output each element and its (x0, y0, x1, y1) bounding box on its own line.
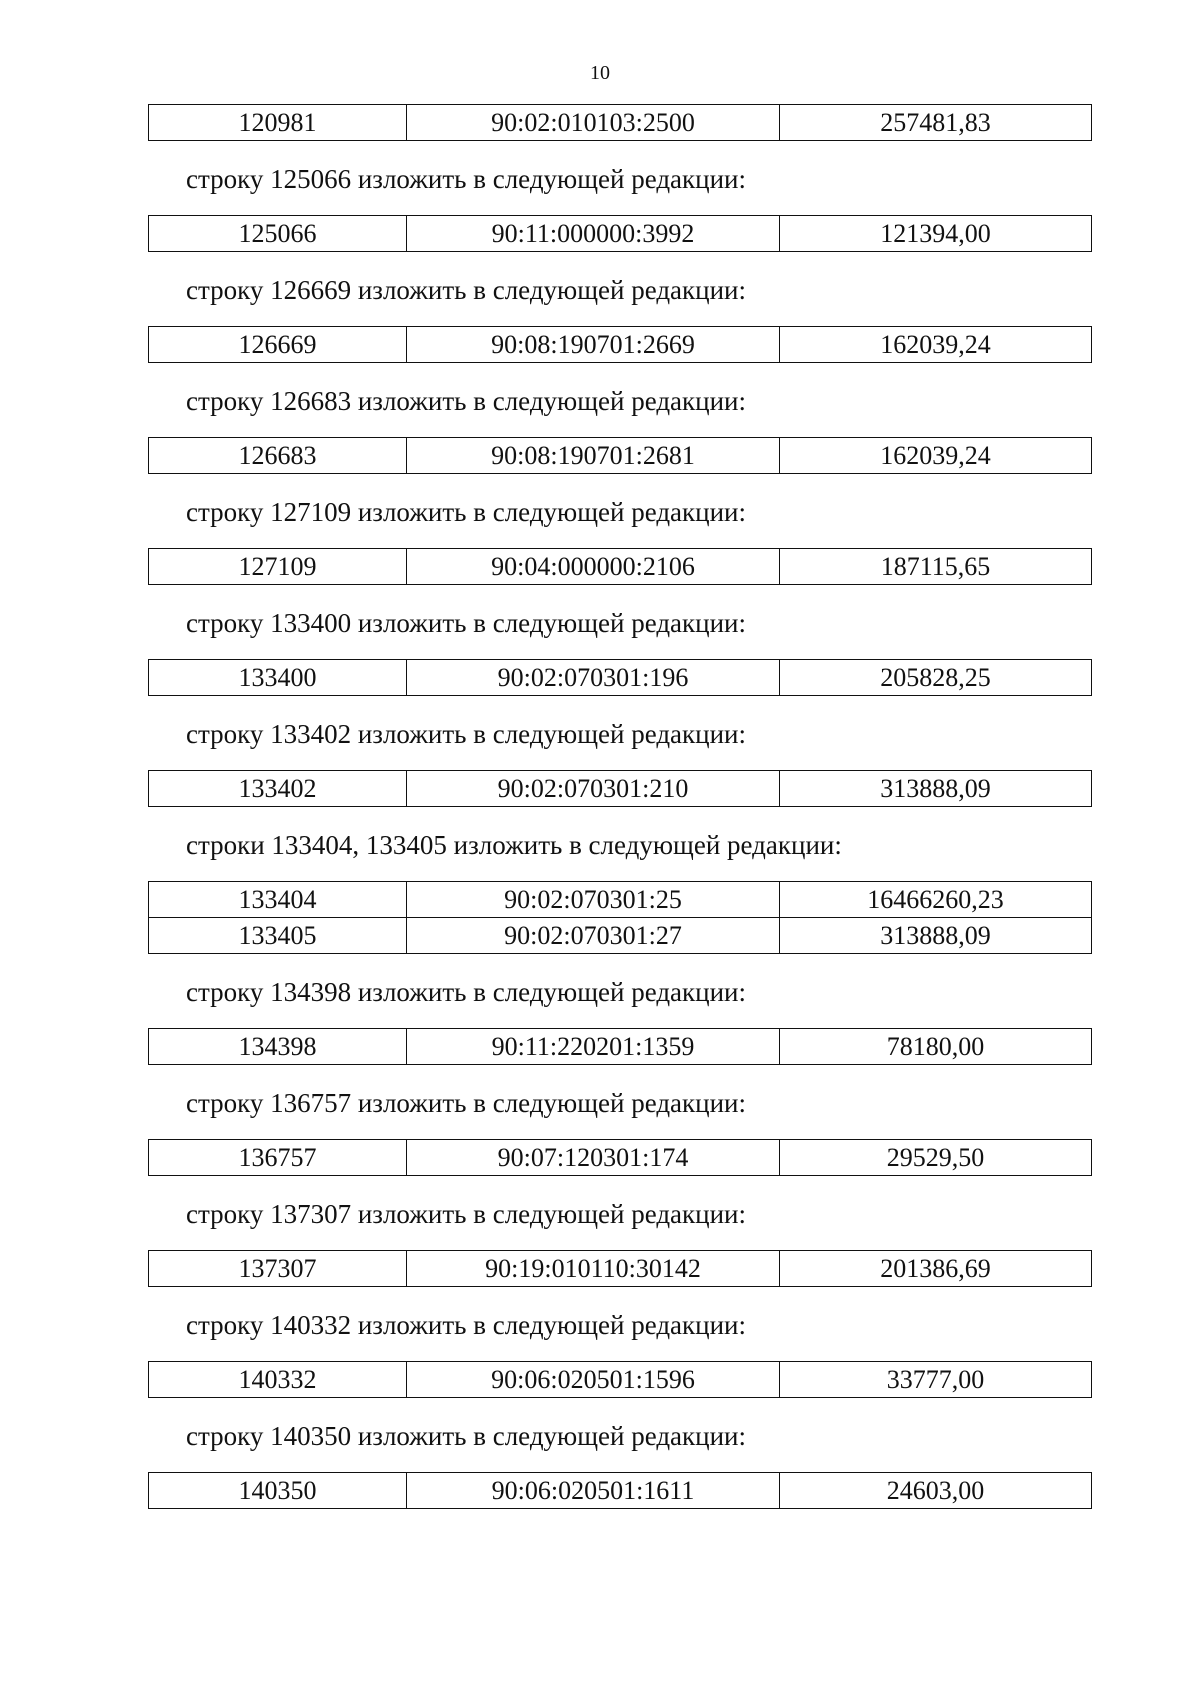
table-row (149, 918, 1092, 954)
cadastral-number-cell: 90:02:070301:196 (407, 660, 780, 696)
amendment-table (148, 326, 1092, 363)
instruction-text: строку 137307 изложить в следующей редакции: (186, 1199, 747, 1229)
amendment-table (148, 1250, 1092, 1287)
cadastral-number-cell: 90:07:120301:174 (407, 1140, 780, 1176)
document-body (148, 104, 1090, 1509)
value-cell: 162039,24 (780, 327, 1092, 363)
value-cell: 33777,00 (780, 1362, 1092, 1398)
table-row (149, 660, 1092, 696)
cadastral-number-cell: 90:06:020501:1596 (407, 1362, 780, 1398)
table-row (149, 105, 1092, 141)
row-number-cell: 136757 (149, 1140, 407, 1176)
amendment-block (148, 607, 1090, 696)
amendment-table (148, 1472, 1092, 1509)
instruction-text: строку 136757 изложить в следующей редакции: (186, 1088, 747, 1118)
table-row (149, 438, 1092, 474)
first-table (148, 104, 1092, 141)
table-row (149, 771, 1092, 807)
table-row (149, 216, 1092, 252)
row-number-cell: 140350 (149, 1473, 407, 1509)
value-cell: 24603,00 (780, 1473, 1092, 1509)
amendment-block (148, 1087, 1090, 1176)
amendment-block (148, 829, 1090, 954)
amendment-block (148, 163, 1090, 252)
table-row (149, 1029, 1092, 1065)
page-number: 10 (590, 62, 610, 84)
amendment-table (148, 1139, 1092, 1176)
cadastral-number-cell: 90:19:010110:30142 (407, 1251, 780, 1287)
value-cell: 187115,65 (780, 549, 1092, 585)
table-row (149, 1362, 1092, 1398)
value-cell: 257481,83 (780, 105, 1092, 141)
instruction-text: строку 140332 изложить в следующей редакции: (186, 1310, 747, 1340)
amendment-table (148, 881, 1092, 954)
instruction-text: строку 125066 изложить в следующей редакции: (186, 164, 747, 194)
instruction-text: строку 140350 изложить в следующей редакции: (186, 1421, 747, 1451)
cadastral-number-cell: 90:08:190701:2681 (407, 438, 780, 474)
table-row (149, 1251, 1092, 1287)
instruction-text: строку 126683 изложить в следующей редакции: (186, 386, 747, 416)
amendment-block (148, 1198, 1090, 1287)
table-row (149, 1140, 1092, 1176)
row-number-cell: 133402 (149, 771, 407, 807)
table-row (149, 549, 1092, 585)
amendment-table (148, 215, 1092, 252)
cadastral-number-cell: 90:04:000000:2106 (407, 549, 780, 585)
value-cell: 121394,00 (780, 216, 1092, 252)
amendment-block (148, 385, 1090, 474)
instruction-text: строку 126669 изложить в следующей редакции: (186, 275, 747, 305)
instruction-text: строку 133400 изложить в следующей редакции: (186, 608, 747, 638)
instruction-text: строку 127109 изложить в следующей редакции: (186, 497, 747, 527)
cadastral-number-cell: 90:06:020501:1611 (407, 1473, 780, 1509)
amendment-block (148, 718, 1090, 807)
value-cell: 29529,50 (780, 1140, 1092, 1176)
cadastral-number-cell: 90:02:070301:27 (407, 918, 780, 954)
amendment-block (148, 496, 1090, 585)
amendment-block (148, 1309, 1090, 1398)
cadastral-number-cell: 90:02:070301:210 (407, 771, 780, 807)
row-number-cell: 127109 (149, 549, 407, 585)
amendment-table (148, 548, 1092, 585)
row-number-cell: 137307 (149, 1251, 407, 1287)
amendment-table (148, 659, 1092, 696)
table-row (149, 882, 1092, 918)
value-cell: 16466260,23 (780, 882, 1092, 918)
amendment-block (148, 976, 1090, 1065)
row-number-cell: 133404 (149, 882, 407, 918)
amendment-table (148, 1361, 1092, 1398)
row-number-cell: 126669 (149, 327, 407, 363)
instruction-text: строки 133404, 133405 изложить в следующей редакции: (186, 830, 842, 860)
amendment-blocks (148, 163, 1090, 1509)
table-row (149, 327, 1092, 363)
value-cell: 78180,00 (780, 1029, 1092, 1065)
instruction-text: строку 134398 изложить в следующей редакции: (186, 977, 747, 1007)
cadastral-number-cell: 90:02:070301:25 (407, 882, 780, 918)
row-number-cell: 126683 (149, 438, 407, 474)
row-number-cell: 133400 (149, 660, 407, 696)
row-number-cell: 140332 (149, 1362, 407, 1398)
amendment-block (148, 274, 1090, 363)
value-cell: 162039,24 (780, 438, 1092, 474)
cadastral-number-cell: 90:11:000000:3992 (407, 216, 780, 252)
cadastral-number-cell: 90:11:220201:1359 (407, 1029, 780, 1065)
value-cell: 201386,69 (780, 1251, 1092, 1287)
row-number-cell: 120981 (149, 105, 407, 141)
cadastral-number-cell: 90:08:190701:2669 (407, 327, 780, 363)
row-number-cell: 125066 (149, 216, 407, 252)
value-cell: 205828,25 (780, 660, 1092, 696)
amendment-block (148, 1420, 1090, 1509)
value-cell: 313888,09 (780, 918, 1092, 954)
cadastral-number-cell: 90:02:010103:2500 (407, 105, 780, 141)
row-number-cell: 134398 (149, 1029, 407, 1065)
amendment-table (148, 1028, 1092, 1065)
table-row (149, 1473, 1092, 1509)
value-cell: 313888,09 (780, 771, 1092, 807)
instruction-text: строку 133402 изложить в следующей редакции: (186, 719, 747, 749)
amendment-table (148, 437, 1092, 474)
amendment-table (148, 770, 1092, 807)
row-number-cell: 133405 (149, 918, 407, 954)
